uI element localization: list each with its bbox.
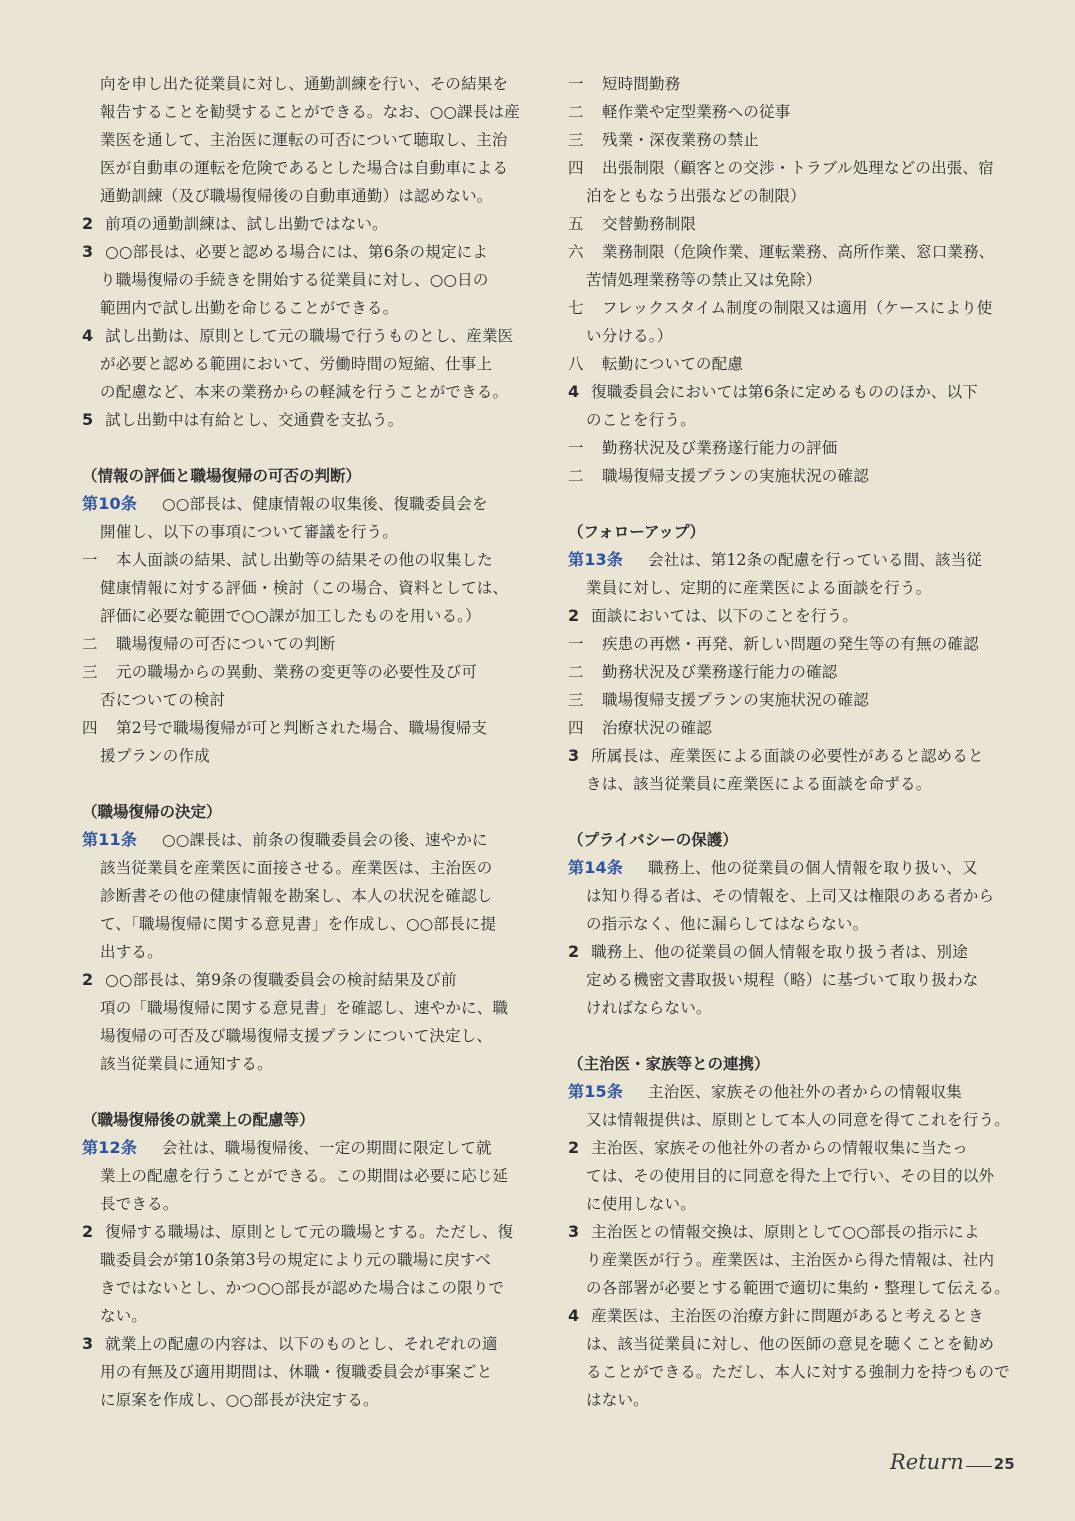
left-column: [82, 70, 522, 1414]
paragraph-number: 2: [568, 942, 580, 961]
paragraph-number: 2: [82, 214, 94, 233]
text-line: 評価に必要な範囲で○○課が加工したものを用いる。）: [100, 607, 481, 625]
right-column: [568, 70, 1013, 1414]
text-line: 職委員会が第10条第3号の規定により元の職場に戻すべ: [100, 1251, 491, 1269]
list-item: [568, 686, 1013, 714]
text-line: 範囲内で試し出勤を命じることができる。: [100, 299, 399, 317]
text-line: 出張制限（顧客との交渉・トラブル処理などの出張、宿: [602, 159, 994, 177]
section-heading: （プライバシーの保護）: [568, 831, 738, 849]
text-line: 主治医との情報交換は、原則として○○部長の指示によ: [591, 1223, 980, 1241]
text-line: 報告することを勧奨することができる。なお、○○課長は産: [100, 103, 520, 121]
text-line: 主治医、家族その他社外の者からの情報収集に当たっ: [591, 1139, 968, 1157]
section-heading: （情報の評価と職場復帰の可否の判断）: [82, 467, 362, 485]
article: [82, 826, 522, 854]
list-item: [568, 434, 1013, 462]
text-line: に使用しない。: [586, 1195, 696, 1213]
list-marker: 八: [568, 355, 584, 373]
text-line: 通勤訓練（及び職場復帰後の自動車通勤）は認めない。: [100, 187, 493, 205]
paragraph-number: 4: [568, 382, 580, 401]
magazine-logo: Return: [890, 1450, 964, 1474]
text-line: ることができる。ただし、本人に対する強制力を持つもので: [586, 1363, 1010, 1381]
article-label: 第10条: [82, 494, 138, 513]
text-line: 項の「職場復帰に関する意見書」を確認し、速やかに、職: [100, 999, 509, 1017]
text-line: 復職委員会においては第6条に定めるもののほか、以下: [591, 383, 979, 401]
list-marker: 七: [568, 299, 584, 317]
paragraph: [568, 602, 1013, 630]
text-line: 元の職場からの異動、業務の変更等の必要性及び可: [116, 663, 478, 681]
text-line: 疾患の再燃・再発、新しい問題の発生等の有無の確認: [602, 635, 979, 653]
list-item: [568, 714, 1013, 742]
text-line: ○○課長は、前条の復職委員会の後、速やかに: [162, 831, 488, 849]
list-item: [568, 154, 1013, 182]
paragraph: [82, 1330, 522, 1358]
text-line: り職場復帰の手続きを開始する従業員に対し、○○日の: [100, 271, 489, 289]
list-item: [82, 658, 522, 686]
page-footer: [890, 1450, 1015, 1480]
text-line: ければならない。: [586, 999, 712, 1017]
paragraph: [568, 938, 1013, 966]
text-line: 該当従業員を産業医に面接させる。産業医は、主治医の: [100, 859, 493, 877]
list-item: [82, 546, 522, 574]
list-item: [568, 630, 1013, 658]
text-line: 用の有無及び適用期間は、休職・復職委員会が事案ごと: [100, 1363, 493, 1381]
list-marker: 二: [568, 103, 584, 121]
paragraph-number: 3: [568, 1222, 580, 1241]
paragraph-number: 2: [82, 1222, 94, 1241]
text-line: 第2号で職場復帰が可と判断された場合、職場復帰支: [116, 719, 488, 737]
text-line: 業上の配慮を行うことができる。この期間は必要に応じ延: [100, 1167, 509, 1185]
text-line: フレックスタイム制度の制限又は適用（ケースにより使: [602, 299, 993, 317]
paragraph-number: 2: [568, 606, 580, 625]
text-line: 会社は、職場復帰後、一定の期間に限定して就: [162, 1139, 492, 1157]
text-line: 職場復帰支援プランの実施状況の確認: [602, 691, 869, 709]
list-item: [568, 70, 1013, 98]
text-line: に原案を作成し、○○部長が決定する。: [100, 1391, 379, 1409]
list-marker: 五: [568, 215, 584, 233]
article-label: 第14条: [568, 858, 624, 877]
list-marker: 四: [568, 159, 584, 177]
text-line: 勤務状況及び業務遂行能力の確認: [602, 663, 838, 681]
list-marker: 一: [568, 75, 584, 93]
text-line: 軽作業や定型業務への従事: [602, 103, 791, 121]
text-line: 診断書その他の健康情報を勘案し、本人の状況を確認し: [100, 887, 493, 905]
text-line: 職場復帰の可否についての判断: [116, 635, 336, 653]
text-line: 又は情報提供は、原則として本人の同意を得てこれを行う。: [586, 1111, 1010, 1129]
text-line: 業医を通して、主治医に運転の可否について聴取し、主治: [100, 131, 508, 149]
text-line: 転勤についての配慮: [602, 355, 743, 373]
list-marker: 二: [568, 467, 584, 485]
paragraph: [82, 966, 522, 994]
article-label: 第12条: [82, 1138, 138, 1157]
text-line: の配慮など、本来の業務からの軽減を行うことができる。: [100, 383, 509, 401]
section-heading: （職場復帰の決定）: [82, 803, 222, 821]
article: [82, 1134, 522, 1162]
list-marker: 四: [568, 719, 584, 737]
article-label: 第13条: [568, 550, 624, 569]
text-line: 否についての検討: [100, 691, 226, 709]
text-line: 医が自動車の運転を危険であるとした場合は自動車による: [100, 159, 509, 177]
paragraph-number: 4: [82, 326, 94, 345]
paragraph: [82, 406, 522, 434]
text-line: 該当従業員に通知する。: [100, 1055, 273, 1073]
article: [82, 490, 522, 518]
list-marker: 三: [82, 663, 98, 681]
text-line: 勤務状況及び業務遂行能力の評価: [602, 439, 838, 457]
text-line: は知り得る者は、その情報を、上司又は権限のある者から: [586, 887, 995, 905]
paragraph-number: 3: [568, 746, 580, 765]
text-line: のことを行う。: [586, 411, 696, 429]
text-line: い分ける。）: [586, 327, 673, 345]
list-marker: 一: [82, 551, 98, 569]
text-line: 面談においては、以下のことを行う。: [591, 607, 859, 625]
text-line: 職務上、他の従業員の個人情報を取り扱う者は、別途: [591, 943, 968, 961]
text-line: 業員に対し、定期的に産業医による面談を行う。: [586, 579, 932, 597]
text-line: 業務制限（危険作業、運転業務、高所作業、窓口業務、: [602, 243, 995, 261]
paragraph-number: 3: [82, 242, 94, 261]
text-line: が必要と認める範囲において、労働時間の短縮、仕事上: [100, 355, 493, 373]
article-label: 第15条: [568, 1082, 624, 1101]
text-line: て、「職場復帰に関する意見書」を作成し、○○部長に提: [100, 915, 497, 933]
paragraph: [568, 1134, 1013, 1162]
text-line: 長できる。: [100, 1195, 179, 1213]
list-marker: 二: [82, 635, 98, 653]
paragraph: [568, 378, 1013, 406]
paragraph: [82, 238, 522, 266]
text-line: 主治医、家族その他社外の者からの情報収集: [648, 1083, 963, 1101]
list-item: [568, 238, 1013, 266]
text-line: 泊をともなう出張などの制限）: [586, 187, 806, 205]
list-marker: 三: [568, 691, 584, 709]
text-line: 向を申し出た従業員に対し、通勤訓練を行い、その結果を: [100, 75, 509, 93]
text-line: 所属長は、産業医による面談の必要性があると認めると: [591, 747, 984, 765]
paragraph-number: 3: [82, 1334, 94, 1353]
text-line: 本人面談の結果、試し出勤等の結果その他の収集した: [116, 551, 493, 569]
text-line: 短時間勤務: [602, 75, 681, 93]
paragraph-number: 2: [82, 970, 94, 989]
paragraph: [82, 322, 522, 350]
paragraph-number: 2: [568, 1138, 580, 1157]
list-item: [568, 350, 1013, 378]
text-line: ない。: [100, 1307, 148, 1325]
text-line: ○○部長は、第9条の復職委員会の検討結果及び前: [105, 971, 457, 989]
paragraph: [568, 1302, 1013, 1330]
footer-rule: [966, 1466, 992, 1467]
page-number: 25: [993, 1455, 1015, 1473]
list-marker: 一: [568, 439, 584, 457]
text-line: 開催し、以下の事項について審議を行う。: [100, 523, 398, 541]
text-line: 治療状況の確認: [602, 719, 712, 737]
text-line: 前項の通勤訓練は、試し出勤ではない。: [105, 215, 388, 233]
paragraph: [82, 1218, 522, 1246]
text-line: の指示なく、他に漏らしてはならない。: [586, 915, 869, 933]
text-line: 試し出勤中は有給とし、交通費を支払う。: [105, 411, 404, 429]
article: [568, 1078, 1013, 1106]
section-heading: （職場復帰後の就業上の配慮等）: [82, 1111, 315, 1129]
text-line: 復帰する職場は、原則として元の職場とする。ただし、復: [105, 1223, 514, 1241]
text-line: 産業医は、主治医の治療方針に問題があると考えるとき: [591, 1307, 984, 1325]
list-marker: 六: [568, 243, 584, 261]
list-marker: 二: [568, 663, 584, 681]
paragraph-number: 4: [568, 1306, 580, 1325]
article: [568, 854, 1013, 882]
text-line: はない。: [586, 1391, 649, 1409]
section-heading: （フォローアップ）: [568, 523, 706, 541]
text-line: 出する。: [100, 943, 163, 961]
list-marker: 一: [568, 635, 584, 653]
text-line: 試し出勤は、原則として元の職場で行うものとし、産業医: [105, 327, 514, 345]
paragraph: [82, 210, 522, 238]
list-marker: 四: [82, 719, 98, 737]
text-line: 定める機密文書取扱い規程（略）に基づいて取り扱わな: [586, 971, 979, 989]
text-line: 残業・深夜業務の禁止: [602, 131, 760, 149]
list-item: [568, 294, 1013, 322]
text-line: の各部署が必要とする範囲で適切に集約・整理して伝える。: [586, 1279, 1010, 1297]
article-label: 第11条: [82, 830, 138, 849]
list-item: [82, 630, 522, 658]
text-line: 職場復帰支援プランの実施状況の確認: [602, 467, 869, 485]
list-item: [568, 462, 1013, 490]
text-line: 苦情処理業務等の禁止又は免除）: [586, 271, 822, 289]
paragraph: [568, 742, 1013, 770]
article: [568, 546, 1013, 574]
section-heading: （主治医・家族等との連携）: [568, 1055, 770, 1073]
list-item: [568, 210, 1013, 238]
text-line: 場復帰の可否及び職場復帰支援プランについて決定し、: [100, 1027, 493, 1045]
list-item: [568, 98, 1013, 126]
text-line: ○○部長は、必要と認める場合には、第6条の規定によ: [105, 243, 489, 261]
paragraph: [568, 1218, 1013, 1246]
list-item: [568, 658, 1013, 686]
paragraph-number: 5: [82, 410, 94, 429]
list-item: [82, 714, 522, 742]
text-line: ては、その使用目的に同意を得た上で行い、その目的以外: [586, 1167, 995, 1185]
text-line: 職務上、他の従業員の個人情報を取り扱い、又: [648, 859, 978, 877]
text-line: 就業上の配慮の内容は、以下のものとし、それぞれの適: [105, 1335, 498, 1353]
text-line: きは、該当従業員に産業医による面談を命ずる。: [586, 775, 932, 793]
text-line: 健康情報に対する評価・検討（この場合、資料としては、: [100, 579, 509, 597]
text-line: 交替勤務制限: [602, 215, 697, 233]
text-line: きではないとし、かつ○○部長が認めた場合はこの限りで: [100, 1279, 505, 1297]
text-line: 会社は、第12条の配慮を行っている間、該当従: [648, 551, 983, 569]
list-item: [568, 126, 1013, 154]
text-line: は、該当従業員に対し、他の医師の意見を聴くことを勧め: [586, 1335, 995, 1353]
text-line: ○○部長は、健康情報の収集後、復職委員会を: [162, 495, 488, 513]
list-marker: 三: [568, 131, 584, 149]
text-line: り産業医が行う。産業医は、主治医から得た情報は、社内: [586, 1251, 995, 1269]
text-line: 援プランの作成: [100, 747, 210, 765]
